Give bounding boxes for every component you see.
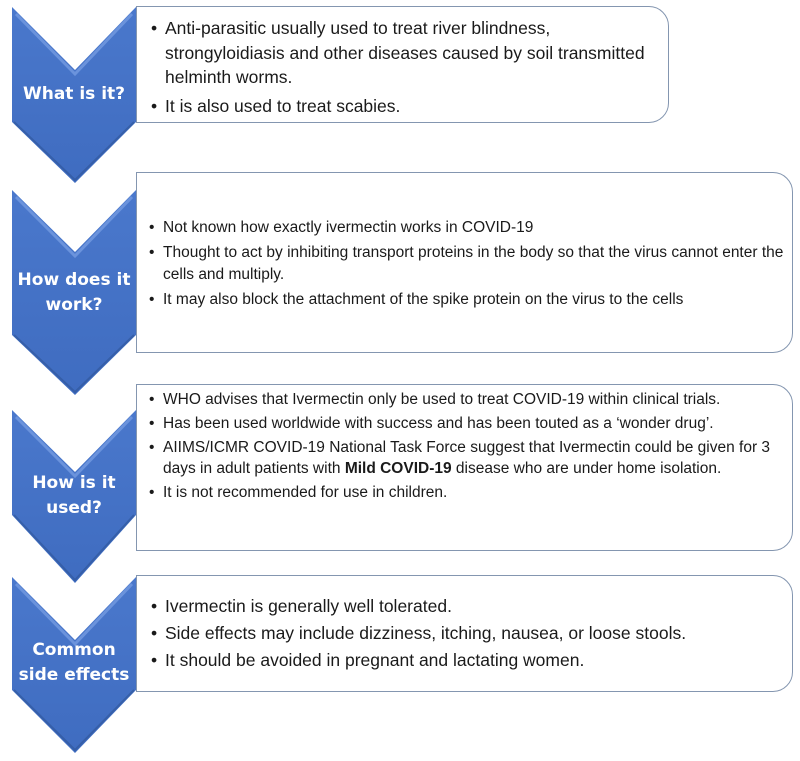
- bullet-item: • Anti-parasitic usually used to treat river blindness, strongyloidiasis and other diseases caused by soil transmitted helminth worms.: [143, 16, 660, 90]
- bullet-item: • Thought to act by inhibiting transport proteins in the body so that the virus cannot enter the cells and multiply.: [141, 242, 784, 286]
- content-box-common-side-effects: [136, 575, 793, 692]
- content-box-how-is-it-used: [136, 384, 793, 551]
- content-box-how-does-it-work: [136, 172, 793, 353]
- section-label-how-does-it-work: [12, 268, 136, 318]
- bullet-list: [141, 217, 784, 311]
- bullet-item: • It should be avoided in pregnant and lactating women.: [143, 648, 784, 673]
- bullet-item: • Has been used worldwide with success and has been touted as a ‘wonder drug’.: [141, 413, 784, 434]
- bullet-item: • Ivermectin is generally well tolerated.: [143, 594, 784, 619]
- bullet-text: AIIMS/ICMR COVID-19 National Task Force suggest that Ivermectin could be given for 3 days in adult patients with: [163, 439, 771, 477]
- section-label-common-side-effects: [12, 638, 136, 688]
- section-label-what-is-it: What is it?: [22, 84, 126, 104]
- bullet-item: • It is also used to treat scabies.: [143, 94, 660, 119]
- bullet-list: [143, 16, 660, 118]
- bullet-item: • It is not recommended for use in children.: [141, 482, 784, 503]
- bullet-list: [143, 594, 784, 673]
- bullet-item: • WHO advises that Ivermectin only be used to treat COVID-19 within clinical trials.: [141, 389, 784, 410]
- bullet-item: • Not known how exactly ivermectin works in COVID-19: [141, 217, 784, 239]
- bullet-item: • Side effects may include dizziness, itching, nausea, or loose stools.: [143, 621, 784, 646]
- label-line: How does it: [17, 270, 131, 290]
- content-box-what-is-it: [136, 6, 669, 123]
- label-line: How is it: [32, 473, 116, 493]
- label-line: work?: [45, 295, 103, 315]
- bullet-item: • It may also block the attachment of the spike protein on the virus to the cells: [141, 289, 784, 311]
- label-line: Common: [32, 640, 116, 660]
- bold-text-mild-covid: Mild COVID-19: [344, 460, 452, 477]
- bullet-text: disease who are under home isolation.: [451, 460, 722, 477]
- label-line: used?: [46, 498, 102, 518]
- bullet-list: [141, 389, 784, 503]
- bullet-item: [141, 437, 784, 479]
- label-line: side effects: [18, 665, 130, 685]
- section-label-how-is-it-used: [12, 471, 136, 521]
